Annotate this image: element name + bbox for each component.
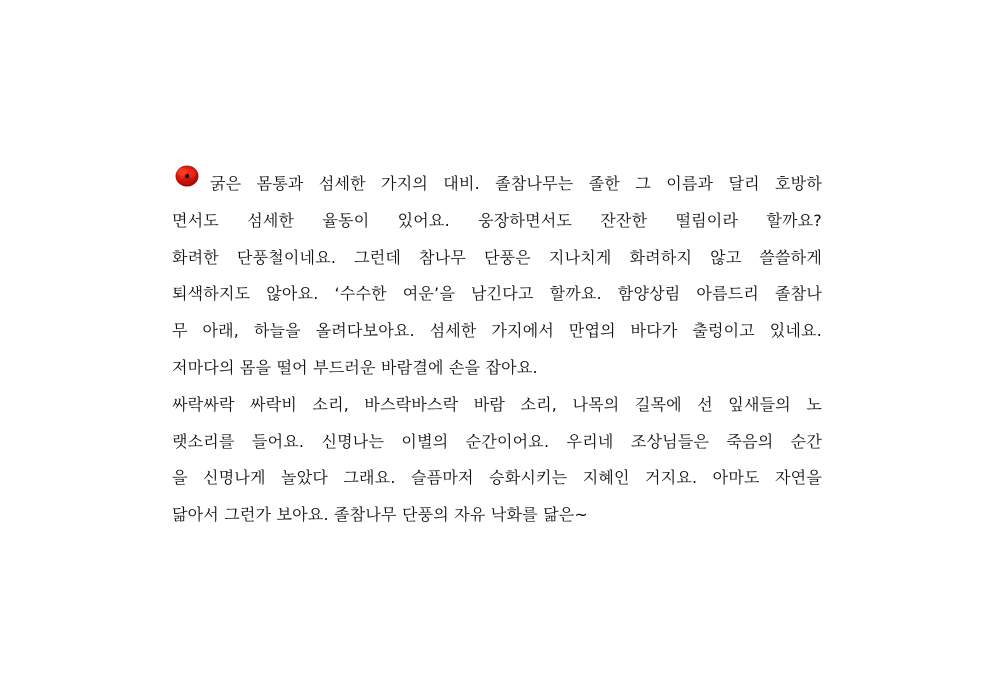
- text-line: 을 신명나게 놀았다 그래요. 슬픔마저 승화시키는 지혜인 거지요. 아마도 자연을: [172, 468, 822, 488]
- text-line: 굵은 몸통과 섬세한 가지의 대비. 졸참나무는 졸한 그 이름과 달리 호방하: [210, 174, 822, 193]
- text-line: 화려한 단풍철이네요. 그런데 참나무 단풍은 지나치게 화려하지 않고 쓸쓸하게: [172, 247, 822, 267]
- poem-text-block: [172, 166, 822, 534]
- text-line: 저마다의 몸을 떨어 부드러운 바람결에 손을 잡아요.: [172, 357, 538, 377]
- text-line: 랫소리를 들어요. 신명나는 이별의 순간이어요. 우리네 조상님들은 죽음의 순간: [172, 431, 822, 451]
- text-line: 싸락싸락 싸락비 소리, 바스락바스락 바람 소리, 나목의 길목에 선 잎새들의 노: [172, 394, 822, 414]
- text-line: 닮아서 그런가 보아요. 졸참나무 단풍의 자유 낙화를 닮은~: [172, 505, 588, 525]
- text-line: 무 아래, 하늘을 올려다보아요. 섬세한 가지에서 만엽의 바다가 출렁이고 있네요.: [172, 321, 822, 341]
- text-line: 면서도 섬세한 율동이 있어요. 웅장하면서도 잔잔한 떨림이라 할까요?: [172, 210, 822, 230]
- text-line: 퇴색하지도 않아요. ‘수수한 여운’을 남긴다고 할까요. 함양상림 아름드리 졸참나: [172, 284, 822, 304]
